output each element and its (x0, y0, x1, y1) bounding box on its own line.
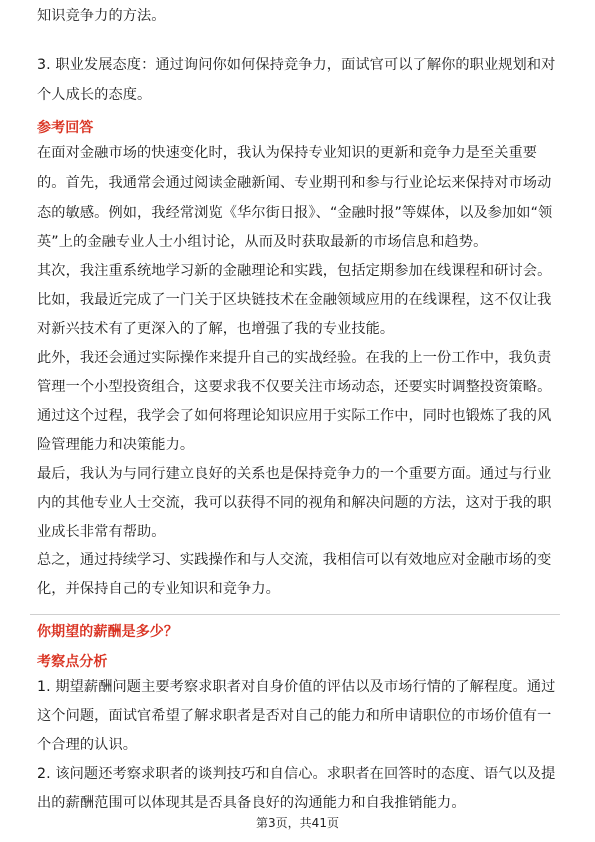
body-text-line: 总之，通过持续学习、实践操作和与人交流，我相信可以有效地应对金融市场的变 (37, 552, 552, 568)
body-text-line: 对新兴技术有了更深入的了解，也增强了我的专业技能。 (37, 321, 395, 337)
body-text-line: 知识竞争力的方法。 (37, 8, 166, 24)
body-text-line: 通过这个过程，我学会了如何将理论知识应用于实际工作中，同时也锻炼了我的风 (37, 408, 552, 424)
body-text-line: 内的其他专业人士交流，我可以获得不同的视角和解决问题的方法，这对于我的职 (37, 495, 552, 511)
body-text-line: 这个问题，面试官希望了解求职者是否对自己的能力和所申请职位的市场价值有一 (37, 708, 552, 724)
answer-heading: 参考回答 (37, 120, 94, 136)
body-text-line: 英”上的金融专业人士小组讨论，从而及时获取最新的市场信息和趋势。 (37, 234, 488, 250)
body-text-line: 个合理的认识。 (37, 737, 138, 753)
body-text-line: 最后，我认为与同行建立良好的关系也是保持竞争力的一个重要方面。通过与行业 (37, 466, 552, 482)
body-text-line: 2. 该问题还考察求职者的谈判技巧和自信心。求职者在回答时的态度、语气以及提 (37, 766, 556, 782)
body-text-line: 3. 职业发展态度：通过询问你如何保持竞争力，面试官可以了解你的职业规划和对 (37, 57, 556, 73)
body-text-line: 险管理能力和决策能力。 (37, 437, 195, 453)
body-text-line: 态的敏感。例如，我经常浏览《华尔街日报》、“金融时报”等媒体，以及参加如“领 (37, 205, 553, 221)
body-text-line: 业成长非常有帮助。 (37, 524, 166, 540)
body-text-line: 的。首先，我通常会通过阅读金融新闻、专业期刊和参与行业论坛来保持对市场动 (37, 175, 552, 191)
body-text-line: 化，并保持自己的专业知识和竞争力。 (37, 581, 280, 597)
body-text-line: 比如，我最近完成了一门关于区块链技术在金融领域应用的在线课程，这不仅让我 (37, 292, 552, 308)
body-text-line: 管理一个小型投资组合，这要求我不仅要关注市场动态，还要实时调整投资策略。 (37, 379, 552, 395)
question-title: 你期望的薪酬是多少？ (37, 624, 178, 640)
body-text-line: 在面对金融市场的快速变化时，我认为保持专业知识的更新和竞争力是至关重要 (37, 145, 538, 161)
body-text-line: 1. 期望薪酬问题主要考察求职者对自身价值的评估以及市场行情的了解程度。通过 (37, 679, 556, 695)
body-text-line: 其次，我注重系统地学习新的金融理论和实践，包括定期参加在线课程和研讨会。 (37, 263, 552, 279)
body-text-line: 个人成长的态度。 (37, 87, 152, 103)
analysis-heading: 考察点分析 (37, 654, 108, 670)
page-number: 第3页，共41页 (256, 816, 339, 830)
body-text-line: 出的薪酬范围可以体现其是否具备良好的沟通能力和自我推销能力。 (37, 795, 466, 811)
body-text-line: 此外，我还会通过实际操作来提升自己的实战经验。在我的上一份工作中，我负责 (37, 350, 552, 366)
section-divider (30, 614, 560, 615)
